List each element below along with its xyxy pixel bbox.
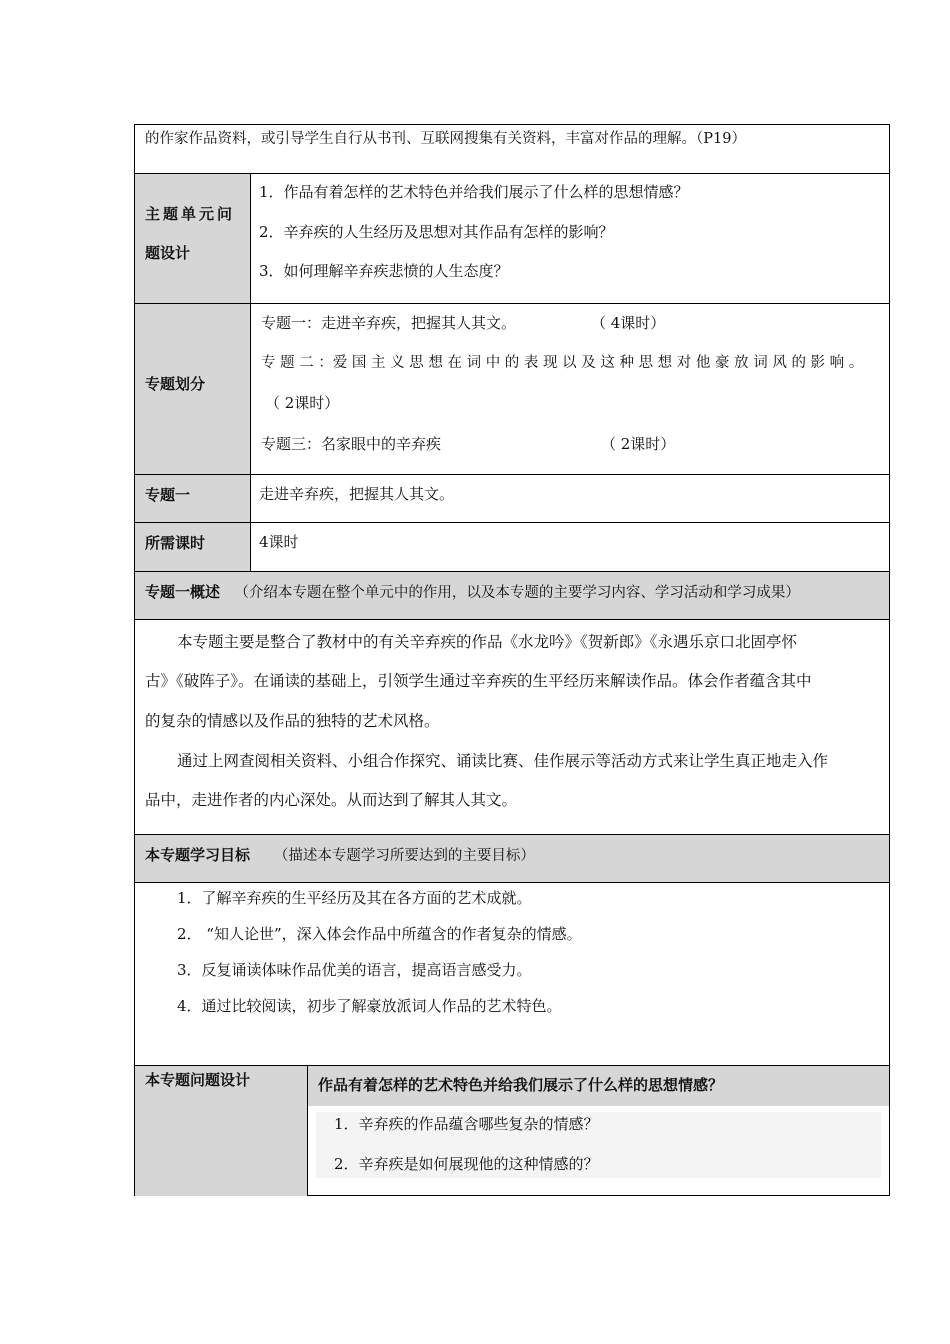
goal-item: 1．了解辛弃疾的生平经历及其在各方面的艺术成就。 [177, 889, 532, 907]
design-subquestion: 1．辛弃疾的作品蕴含哪些复杂的情感？ [334, 1115, 599, 1133]
intro-text: 的作家作品资料，或引导学生自行从书刊、互联网搜集有关资料，丰富对作品的理解。（P19） [145, 131, 746, 147]
overview-line: 通过上网查阅相关资料、小组合作探究、诵读比赛、佳作展示等活动方式来让学生真正地走入作 [177, 752, 829, 770]
unit-questions-list [251, 174, 889, 303]
overview-hint: （介绍本专题在整个单元中的作用，以及本专题的主要学习内容、学习活动和学习成果） [234, 585, 800, 601]
intro-row [135, 125, 889, 174]
topic-division-row [135, 304, 889, 475]
goals-heading-row [135, 835, 889, 883]
topic-division-label: 专题划分 [135, 304, 251, 474]
hours-label: 所需课时 [135, 523, 251, 571]
unit-questions-row [135, 174, 889, 304]
unit-question-item: 2．辛弃疾的人生经历及思想对其作品有怎样的影响？ [259, 223, 614, 241]
lesson-plan-table [134, 124, 890, 1196]
topic-one-row [135, 475, 889, 523]
goal-item: 2． “知人论世”，深入体会作品中所蕴含的作者复杂的情感。 [177, 925, 582, 943]
overview-line: 本专题主要是整合了教材中的有关辛弃疾的作品《水龙吟》《贺新郎》《永遇乐京口北固亭怀 [177, 633, 798, 651]
overview-heading-row [135, 572, 889, 620]
overview-line: 古》《破阵子》。在诵读的基础上，引领学生通过辛弃疾的生平经历来解读作品。体会作者蕴含其中 [145, 672, 812, 690]
topic-hours: （ 2课时） [265, 394, 340, 412]
goals-heading: 本专题学习目标 （描述本专题学习所要达到的主要目标） [145, 846, 535, 864]
goals-hint: （描述本专题学习所要达到的主要目标） [273, 848, 535, 864]
topic-item: 专题三：名家眼中的辛弃疾 [261, 435, 442, 453]
design-content [308, 1066, 889, 1196]
overview-line: 的复杂的情感以及作品的独特的艺术风格。 [145, 712, 440, 730]
design-label: 本专题问题设计 [135, 1066, 308, 1196]
unit-question-item: 3．如何理解辛弃疾悲愤的人生态度？ [259, 262, 509, 280]
overview-line: 品中，走进作者的内心深处。从而达到了解其人其文。 [145, 791, 518, 809]
unit-questions-label: 主题单元问 题设计 [135, 174, 251, 303]
design-main-question: 作品有着怎样的艺术特色并给我们展示了什么样的思想情感？ [318, 1076, 724, 1094]
topic-one-value: 走进辛弃疾，把握其人其文。 [259, 485, 455, 503]
topic-item: 专 题 二 ：爱 国 主 义 思 想 在 词 中 的 表 现 以 及 这 种 思 想 对 他 豪 放 词 风 的 影 响 。 [261, 355, 864, 371]
topic-division-list [251, 304, 889, 474]
topic-item: 专题一：走进辛弃疾，把握其人其文。 [261, 314, 517, 332]
design-subquestions [316, 1112, 881, 1178]
hours-value: 4课时 [259, 533, 299, 551]
goal-item: 4．通过比较阅读，初步了解豪放派词人作品的艺术特色。 [177, 997, 562, 1015]
topic-one-label: 专题一 [135, 475, 251, 522]
topic-hours: （ 4课时） [591, 314, 666, 332]
overview-heading: 专题一概述 （介绍本专题在整个单元中的作用，以及本专题的主要学习内容、学习活动和学习成果） [145, 583, 800, 601]
goals-body-row [135, 883, 889, 1066]
goal-item: 3．反复诵读体味作品优美的语言，提高语言感受力。 [177, 961, 532, 979]
unit-question-item: 1．作品有着怎样的艺术特色并给我们展示了什么样的思想情感？ [259, 183, 689, 201]
design-row [135, 1066, 889, 1196]
overview-body-row [135, 620, 889, 835]
hours-row [135, 523, 889, 572]
topic-hours: （ 2课时） [601, 435, 676, 453]
design-subquestion: 2．辛弃疾是如何展现他的这种情感的？ [334, 1155, 599, 1173]
